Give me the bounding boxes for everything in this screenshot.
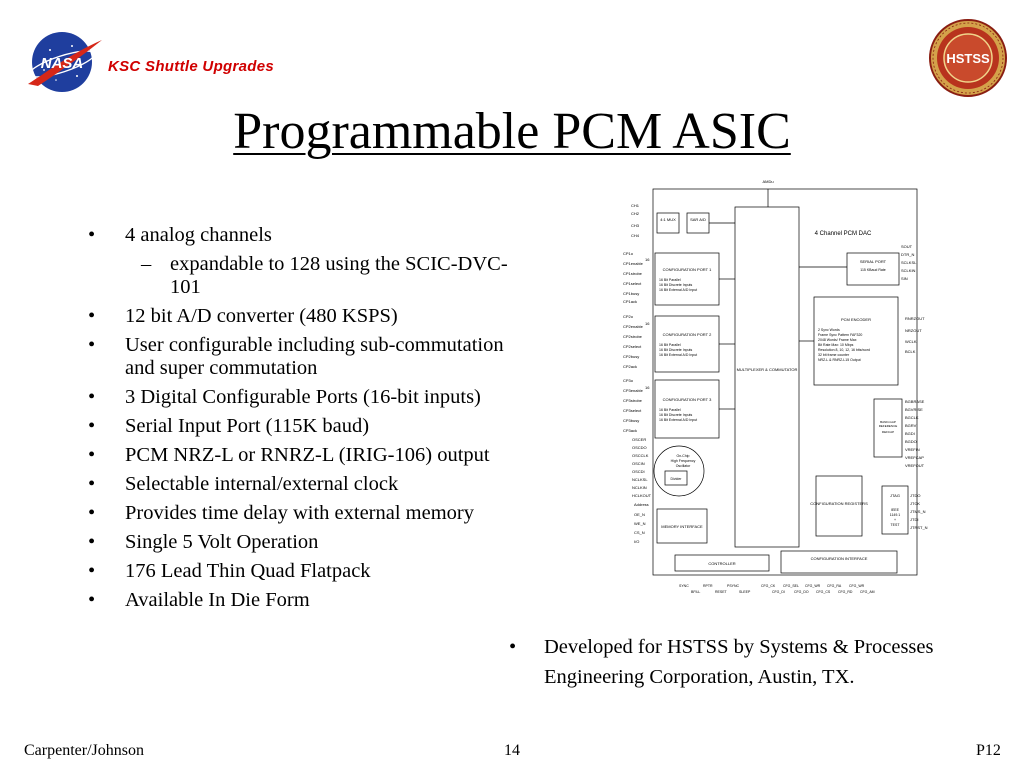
svg-text:OSCDO: OSCDO — [632, 445, 647, 450]
svg-text:PSYNC: PSYNC — [727, 584, 740, 588]
svg-text:Bit Rate Max: 10 Mbps: Bit Rate Max: 10 Mbps — [818, 343, 854, 347]
svg-text:BGDO: BGDO — [905, 439, 917, 444]
svg-text:CFG_CS: CFG_CS — [816, 590, 831, 594]
svg-text:CONTROLLER: CONTROLLER — [708, 561, 736, 566]
config-interface-block — [781, 551, 897, 573]
svg-text:CP1enable: CP1enable — [623, 261, 643, 266]
svg-text:WCLK: WCLK — [905, 339, 917, 344]
footer-author: Carpenter/Johnson — [24, 742, 144, 759]
footer-slide-number: 14 — [504, 742, 520, 759]
svg-text:CP1ack: CP1ack — [623, 299, 638, 304]
svg-text:1149.1: 1149.1 — [889, 513, 901, 517]
svg-text:Divider: Divider — [670, 477, 682, 481]
list-item: • User configurable including sub-commutation and super commutation — [88, 334, 508, 380]
svg-text:DTR_N: DTR_N — [901, 252, 915, 257]
svg-text:CFG_WR: CFG_WR — [805, 584, 821, 588]
svg-text:NRZOUT: NRZOUT — [905, 328, 922, 333]
svg-text:JTMS_N: JTMS_N — [910, 509, 926, 514]
svg-text:16 Bit External A/D Input: 16 Bit External A/D Input — [659, 353, 698, 357]
svg-text:PCM ENCODER: PCM ENCODER — [840, 317, 872, 322]
list-item: – expandable to 128 using the SCIC-DVC-101 — [88, 253, 508, 299]
svg-text:4:1 MUX: 4:1 MUX — [660, 217, 676, 222]
svg-text:Address: Address — [634, 502, 649, 507]
svg-text:RNRZOUT: RNRZOUT — [905, 316, 925, 321]
svg-text:HSTSS: HSTSS — [946, 51, 990, 66]
svg-text:CFG_RA: CFG_RA — [827, 584, 842, 588]
svg-text:SERIAL PORT: SERIAL PORT — [859, 259, 887, 264]
svg-text:CFG_RD: CFG_RD — [838, 590, 853, 594]
svg-text:+: + — [893, 518, 897, 522]
svg-text:32 bit frame counter: 32 bit frame counter — [818, 353, 850, 357]
svg-text:CFG_DI: CFG_DI — [772, 590, 785, 594]
multiplexer-block — [735, 207, 799, 547]
svg-text:CP3enable: CP3enable — [623, 388, 643, 393]
svg-text:CONFIGURATION PORT 2: CONFIGURATION PORT 2 — [662, 332, 712, 337]
svg-text:CP3o: CP3o — [623, 378, 634, 383]
svg-text:SAR A/D: SAR A/D — [690, 217, 706, 222]
svg-text:115 KBaud Rate: 115 KBaud Rate — [860, 268, 886, 272]
svg-text:On-Chip: On-Chip — [676, 454, 690, 458]
list-item: • 3 Digital Configurable Ports (16-bit inputs) — [88, 386, 508, 409]
svg-text:CP2select: CP2select — [623, 344, 642, 349]
svg-text:REFCAP: REFCAP — [881, 430, 895, 434]
list-item: • Provides time delay with external memory — [88, 502, 508, 525]
list-item: • 12 bit A/D converter (480 KSPS) — [88, 305, 508, 328]
svg-text:MULTIPLEXER & COMMUTATOR: MULTIPLEXER & COMMUTATOR — [736, 367, 798, 372]
svg-text:16 Bit Discrete Inputs: 16 Bit Discrete Inputs — [659, 413, 693, 417]
svg-text:Oscillator: Oscillator — [675, 464, 691, 468]
list-item: • Serial Input Port (115K baud) — [88, 415, 508, 438]
svg-text:SCLKIN: SCLKIN — [901, 268, 916, 273]
svg-text:CP1o: CP1o — [623, 251, 634, 256]
svg-text:CONFIGURATION INTERFACE: CONFIGURATION INTERFACE — [810, 556, 868, 561]
svg-text:RPTR: RPTR — [703, 584, 713, 588]
config-registers-block — [816, 476, 862, 536]
svg-text:BAND-GAP: BAND-GAP — [880, 420, 896, 424]
svg-text:16: 16 — [645, 257, 650, 262]
svg-text:JTCK: JTCK — [910, 501, 920, 506]
svg-text:CH3: CH3 — [631, 223, 640, 228]
svg-text:VREFIN: VREFIN — [905, 447, 920, 452]
svg-text:OSCCLK: OSCCLK — [632, 453, 649, 458]
nasa-logo — [22, 26, 108, 98]
svg-text:NRZ-L & RNRZ-L15 Output: NRZ-L & RNRZ-L15 Output — [818, 358, 861, 362]
chip-outline — [653, 189, 917, 575]
svg-text:4 Channel PCM DAC: 4 Channel PCM DAC — [814, 231, 872, 237]
list-item: • 176 Lead Thin Quad Flatpack — [88, 560, 508, 583]
svg-text:CP3ack: CP3ack — [623, 428, 638, 433]
svg-text:BCLK: BCLK — [905, 349, 916, 354]
svg-text:VREFOUT: VREFOUT — [905, 463, 925, 468]
svg-text:OSCDI: OSCDI — [632, 469, 645, 474]
svg-text:CP2ack: CP2ack — [623, 364, 638, 369]
svg-text:JTAG: JTAG — [890, 493, 900, 498]
svg-text:SLEEP: SLEEP — [739, 590, 751, 594]
svg-text:OSCIN: OSCIN — [632, 461, 645, 466]
svg-text:SIN: SIN — [901, 276, 908, 281]
footer-page-code: P12 — [976, 742, 1001, 759]
list-item: • Single 5 Volt Operation — [88, 531, 508, 554]
svg-text:VREFCAP: VREFCAP — [905, 455, 924, 460]
svg-text:CP1busy: CP1busy — [623, 291, 640, 296]
svg-text:CP1select: CP1select — [623, 281, 642, 286]
asic-block-diagram — [615, 175, 928, 595]
svg-text:OSCER: OSCER — [632, 437, 647, 442]
svg-text:16 Bit Parallel: 16 Bit Parallel — [659, 278, 681, 282]
svg-text:CONFIGURATION PORT 3: CONFIGURATION PORT 3 — [662, 397, 712, 402]
svg-text:AMDu: AMDu — [762, 179, 774, 184]
svg-text:CP3busy: CP3busy — [623, 418, 640, 423]
list-item: • Available In Die Form — [88, 589, 508, 612]
svg-text:CH2: CH2 — [631, 211, 640, 216]
svg-text:JTDO: JTDO — [910, 493, 921, 498]
svg-text:NCLKIN: NCLKIN — [632, 485, 647, 490]
developer-note: • Developed for HSTSS by Systems & Processes Engineering Corporation, Austin, TX. — [509, 632, 944, 692]
svg-text:CFG_CK: CFG_CK — [761, 584, 776, 588]
svg-text:CP3select: CP3select — [623, 408, 642, 413]
org-tag: KSC Shuttle Upgrades — [108, 58, 275, 75]
svg-text:CFG_SEL: CFG_SEL — [783, 584, 799, 588]
svg-text:BGBRASE: BGBRASE — [905, 399, 925, 404]
svg-text:NCLKSL: NCLKSL — [632, 477, 648, 482]
svg-text:CFG_WR: CFG_WR — [849, 584, 865, 588]
svg-text:CP3strobe: CP3strobe — [623, 398, 642, 403]
svg-text:16: 16 — [645, 385, 650, 390]
svg-text:CFG_AM: CFG_AM — [860, 590, 875, 594]
svg-text:REFERENCE: REFERENCE — [878, 424, 898, 428]
svg-text:Frame Sync Pattern FAF320: Frame Sync Pattern FAF320 — [818, 333, 863, 337]
svg-text:IEEE: IEEE — [891, 508, 899, 512]
svg-text:CH1: CH1 — [631, 203, 640, 208]
svg-text:HCLKOUT: HCLKOUT — [632, 493, 652, 498]
svg-text:CP2busy: CP2busy — [623, 354, 640, 359]
svg-text:I/O: I/O — [634, 539, 640, 544]
reference-block — [874, 399, 902, 457]
svg-text:JTRST_N: JTRST_N — [910, 525, 928, 530]
list-item: • PCM NRZ-L or RNRZ-L (IRIG-106) output — [88, 444, 508, 467]
svg-text:CFG_DO: CFG_DO — [794, 590, 809, 594]
feature-list — [88, 224, 508, 618]
svg-text:MEMORY INTERFACE: MEMORY INTERFACE — [661, 524, 703, 529]
svg-text:2 Sync Words: 2 Sync Words — [818, 328, 840, 332]
svg-text:BGRV: BGRV — [905, 423, 917, 428]
svg-text:CONFIGURATION PORT 1: CONFIGURATION PORT 1 — [662, 267, 712, 272]
svg-text:High Frequency: High Frequency — [670, 459, 696, 463]
svg-text:BFILL: BFILL — [691, 590, 701, 594]
svg-text:CONFIGURATION REGISTERS: CONFIGURATION REGISTERS — [810, 501, 868, 506]
svg-text:WE_N: WE_N — [634, 521, 646, 526]
svg-text:RESET: RESET — [715, 590, 727, 594]
svg-text:16 Bit External A/D Input: 16 Bit External A/D Input — [659, 418, 698, 422]
svg-text:CH4: CH4 — [631, 233, 640, 238]
mux-block — [657, 213, 679, 233]
svg-text:OE_N: OE_N — [634, 512, 645, 517]
svg-text:NASA: NASA — [40, 55, 84, 72]
svg-text:16 Bit Discrete Inputs: 16 Bit Discrete Inputs — [659, 348, 693, 352]
list-item: • Selectable internal/external clock — [88, 473, 508, 496]
svg-text:CP1strobe: CP1strobe — [623, 271, 642, 276]
svg-text:2048 Words/ Frame Max: 2048 Words/ Frame Max — [818, 338, 857, 342]
svg-text:16 Bit Parallel: 16 Bit Parallel — [659, 408, 681, 412]
page-title: Programmable PCM ASIC — [233, 103, 791, 160]
svg-text:CP2strobe: CP2strobe — [623, 334, 642, 339]
svg-text:BGDI: BGDI — [905, 431, 915, 436]
svg-text:16 Bit Discrete Inputs: 16 Bit Discrete Inputs — [659, 283, 693, 287]
hstss-logo — [928, 18, 1008, 98]
svg-text:JTDI: JTDI — [910, 517, 919, 522]
svg-text:BGCLK: BGCLK — [905, 415, 919, 420]
svg-text:CP2o: CP2o — [623, 314, 634, 319]
svg-text:Resolution 8, 10, 12, 16 bits/: Resolution 8, 10, 12, 16 bits/word — [818, 348, 870, 352]
svg-text:16 Bit Parallel: 16 Bit Parallel — [659, 343, 681, 347]
svg-text:TEST: TEST — [890, 523, 900, 527]
svg-text:SYNC: SYNC — [679, 584, 689, 588]
list-item: • 4 analog channels — [88, 224, 508, 247]
svg-text:CS_N: CS_N — [634, 530, 645, 535]
svg-text:SCLKSL: SCLKSL — [901, 260, 917, 265]
svg-text:16: 16 — [645, 321, 650, 326]
adc-block — [687, 213, 709, 233]
svg-text:CP2enable: CP2enable — [623, 324, 643, 329]
svg-text:16 Bit External A/D Input: 16 Bit External A/D Input — [659, 288, 698, 292]
svg-text:BGVRISE: BGVRISE — [905, 407, 923, 412]
svg-text:SOUT: SOUT — [901, 244, 913, 249]
